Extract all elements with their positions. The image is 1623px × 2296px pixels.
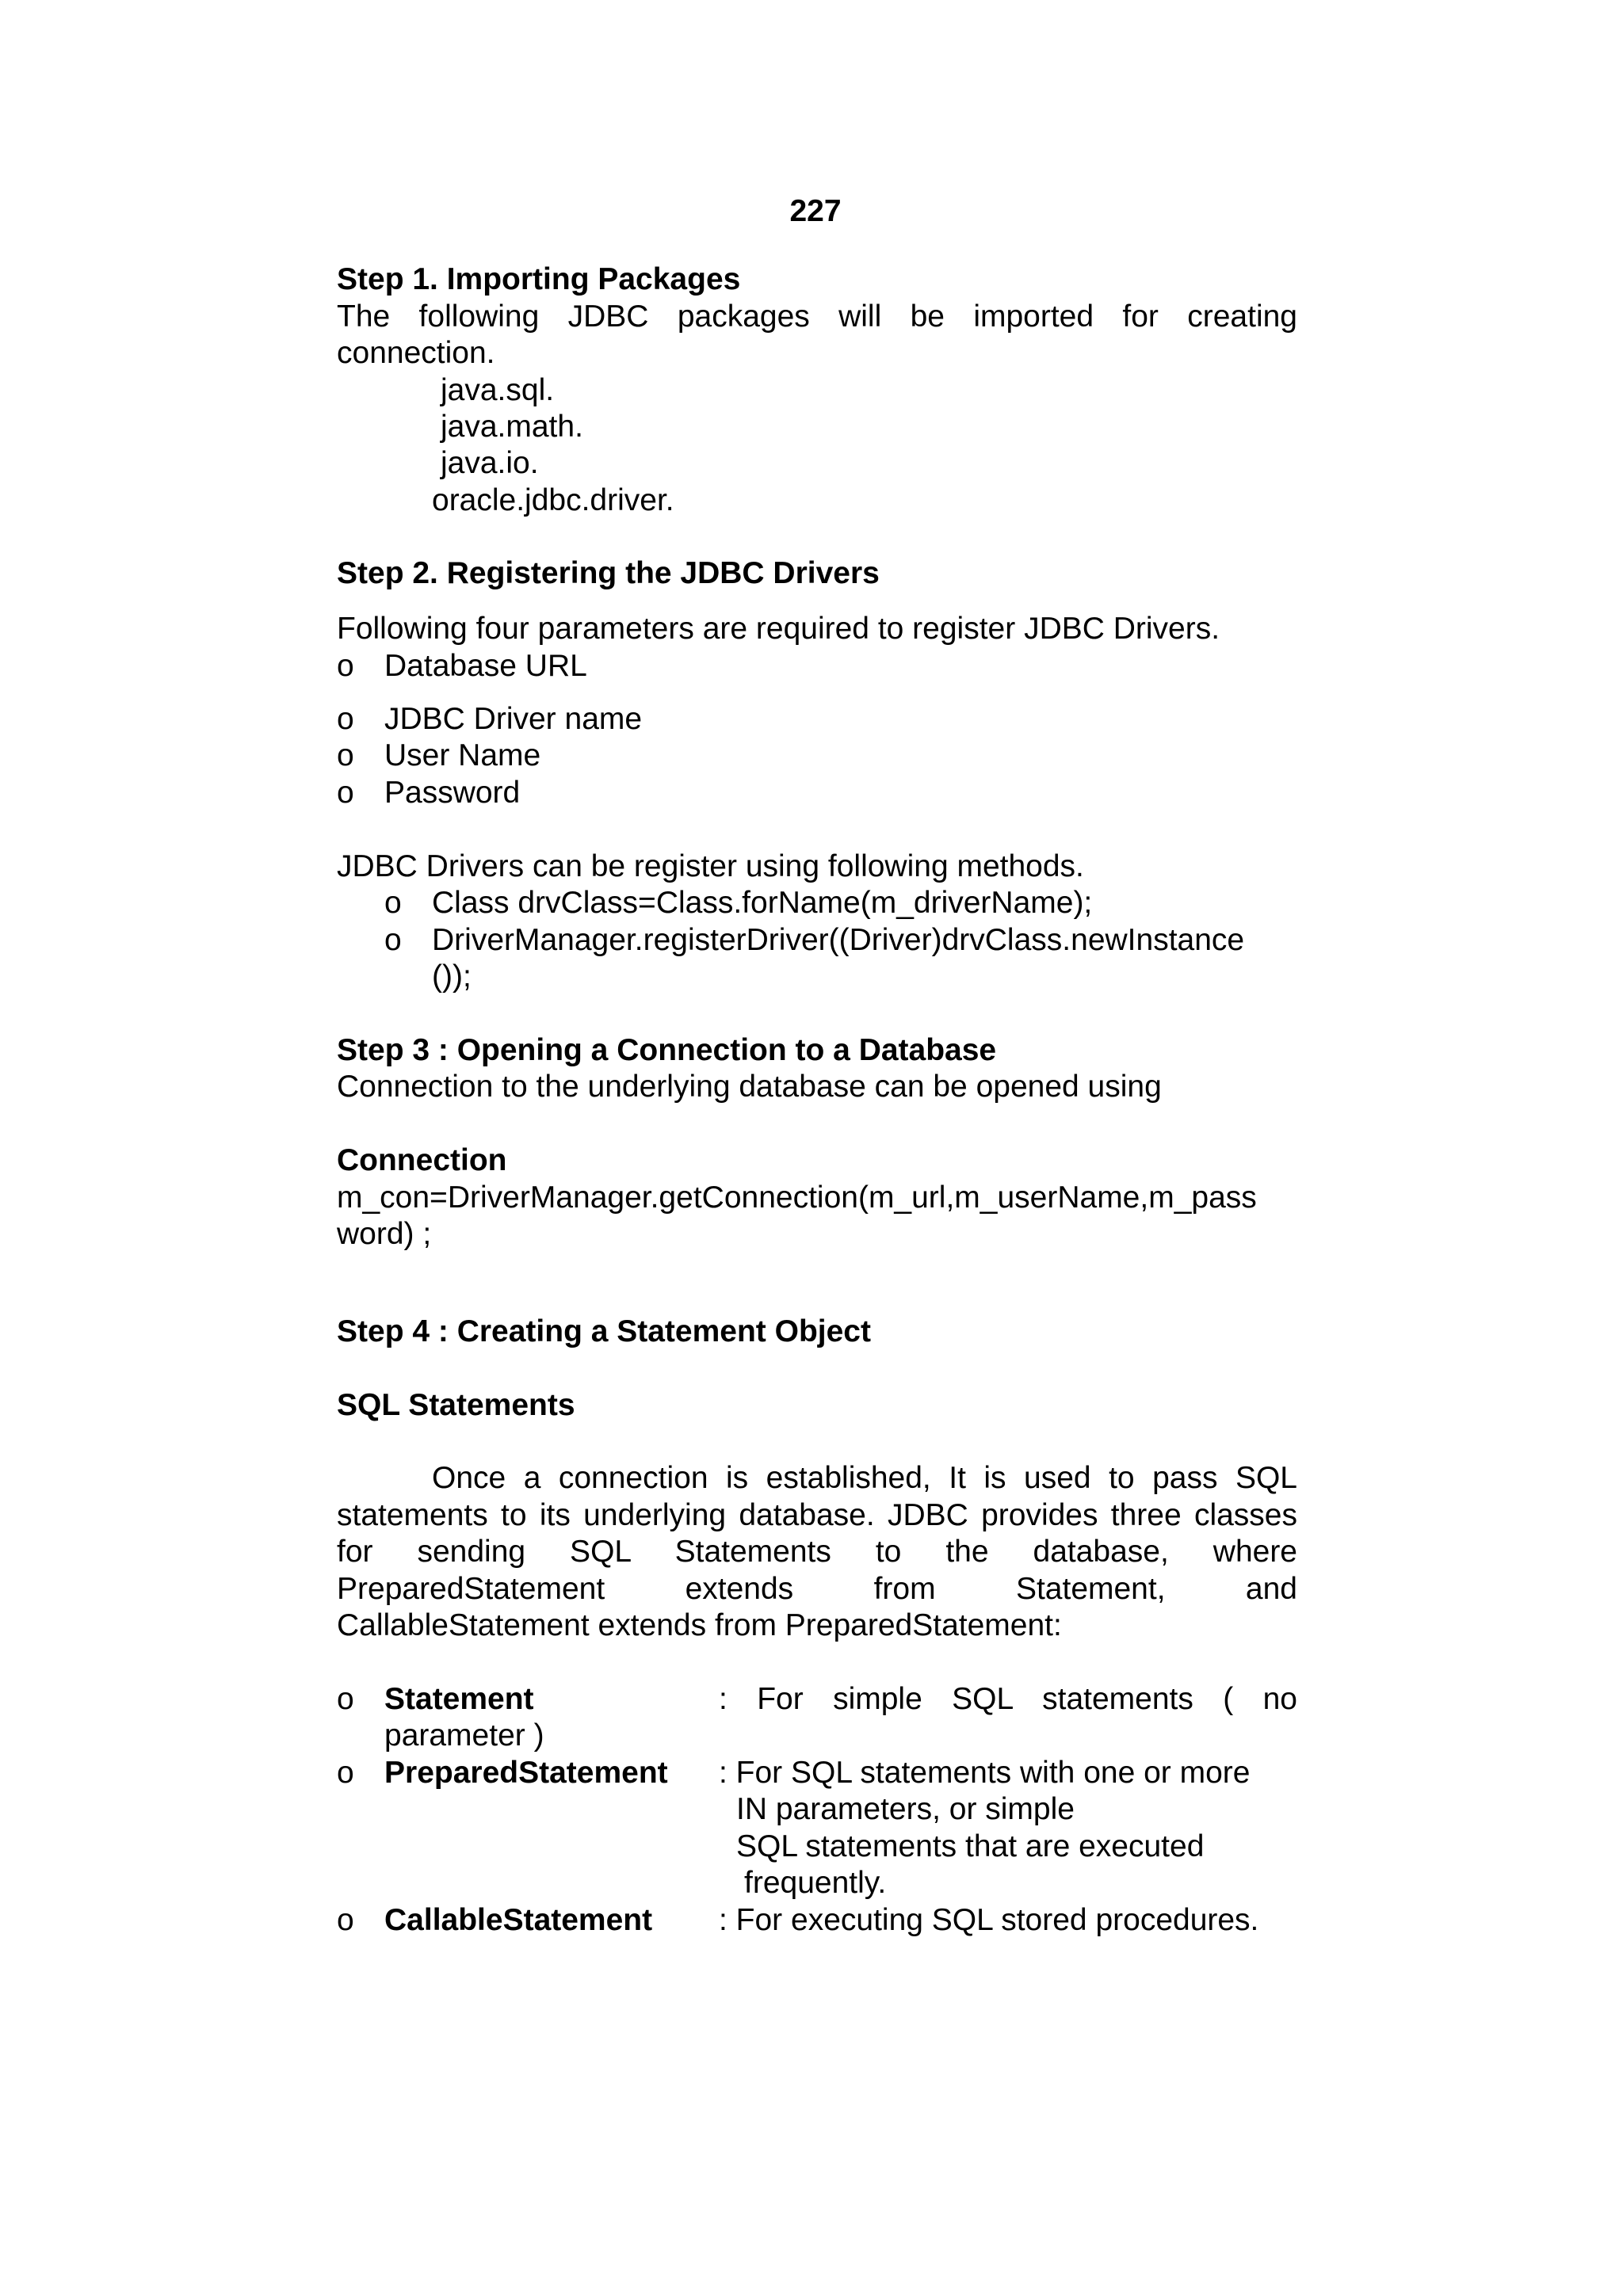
step3-heading: Step 3 : Opening a Connection to a Database [337,1033,997,1067]
paragraph-line: CallableStatement extends from PreparedStatement: [337,1608,1062,1642]
step3-intro: Connection to the underlying database can be opened using [337,1070,1162,1104]
bullet-marker: o [337,649,354,683]
statement-name [337,1902,652,1939]
method-text-continued: ()); [432,959,472,994]
statement-desc: SQL statements that are executed [736,1829,1205,1863]
statement-name [337,1755,668,1791]
paragraph-line: statements to its underlying database. JDBC provides three classes [337,1498,1297,1532]
statement-desc: : For executing SQL stored procedures. [719,1903,1259,1937]
bullet-marker: o [337,1903,354,1937]
code-line: word) ; [337,1217,432,1251]
param-text: Database URL [384,649,587,683]
statement-desc: frequently. [744,1866,887,1900]
param-list-item [337,701,642,738]
statement-name-text: PreparedStatement [384,1756,668,1790]
bullet-marker: o [337,1682,354,1716]
step2-heading: Step 2. Registering the JDBC Drivers [337,556,880,590]
param-text: Password [384,776,521,810]
method-text: Class drvClass=Class.forName(m_driverName); [432,886,1093,920]
package-item: oracle.jdbc.driver. [432,483,674,517]
package-item: java.math. [441,410,583,444]
bullet-marker: o [384,886,402,920]
bullet-marker: o [384,923,402,957]
statement-desc: parameter ) [384,1718,544,1753]
step1-intro-line2: connection. [337,336,495,370]
bullet-marker: o [337,738,354,772]
paragraph-line: for sending SQL Statements to the database, where [337,1535,1297,1569]
param-text: JDBC Driver name [384,702,643,736]
package-item: java.io. [441,446,539,480]
step1-heading: Step 1. Importing Packages [337,262,741,296]
param-list-item [337,648,587,685]
statement-name [337,1681,534,1718]
step4-subheading: SQL Statements [337,1388,575,1422]
method-list-item [384,885,1092,921]
statement-name-text: CallableStatement [384,1903,653,1937]
step2-intro: Following four parameters are required to register JDBC Drivers. [337,612,1220,646]
code-line: m_con=DriverManager.getConnection(m_url,m_userName,m_pass [337,1180,1257,1215]
methods-intro: JDBC Drivers can be register using following methods. [337,849,1084,883]
statement-desc: IN parameters, or simple [736,1792,1075,1826]
method-text: DriverManager.registerDriver((Driver)drvClass.newInstance [432,923,1245,957]
method-list-item [384,922,1244,959]
code-label: Connection [337,1143,507,1177]
paragraph-line: Once a connection is established, It is used to pass SQL [432,1461,1297,1495]
statement-desc: : For simple SQL statements ( no [719,1682,1297,1716]
bullet-marker: o [337,702,354,736]
step1-intro-line1: The following JDBC packages will be imported for creating [337,299,1297,334]
bullet-marker: o [337,776,354,810]
param-text: User Name [384,738,541,772]
statement-name-text: Statement [384,1682,534,1716]
step4-heading: Step 4 : Creating a Statement Object [337,1314,871,1348]
statement-desc: : For SQL statements with one or more [719,1756,1251,1790]
package-item: java.sql. [441,373,555,407]
param-list-item [337,738,540,774]
param-list-item [337,775,520,811]
page-number: 227 [789,194,842,228]
paragraph-line: PreparedStatement extends from Statement, and [337,1572,1297,1606]
bullet-marker: o [337,1756,354,1790]
